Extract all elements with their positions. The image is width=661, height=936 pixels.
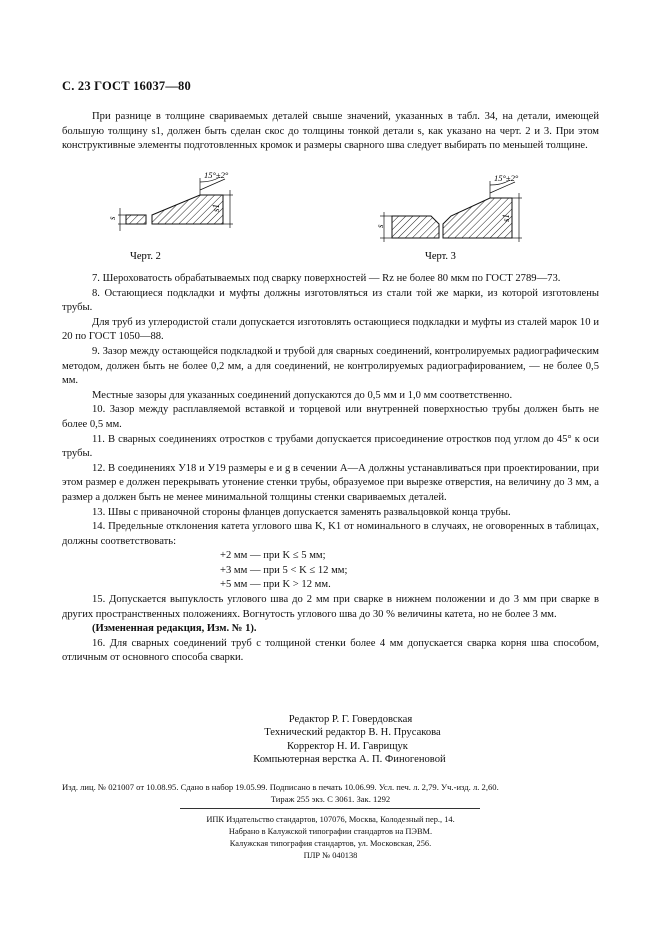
imprint-line: Тираж 255 экз. С 3061. Зак. 1292 xyxy=(270,794,391,804)
fig3-angle-label: 15°±2° xyxy=(494,173,519,183)
divider xyxy=(180,808,480,809)
clause-9: 9. Зазор между остающейся подкладкой и трубой для сварных соединений, контролируемых радиографическим методом, должен быть не более 0,2 мм, а для соединений, не контролируемых радиографированием, — не более 0,5 мм. xyxy=(62,345,599,387)
fig2-thick-label: s1 xyxy=(211,203,221,212)
revision-note: (Измененная редакция, Изм. № 1). xyxy=(92,623,257,635)
fig2-thin-label: s xyxy=(107,216,117,220)
clauses-block xyxy=(62,272,599,666)
publisher-line: Калужская типография стандартов, ул. Московская, 256. xyxy=(229,839,432,848)
publisher-line: Набрано в Калужской типографии стандартов на ПЭВМ. xyxy=(228,827,433,836)
figure-2-drawing xyxy=(107,170,233,231)
clause-8: 8. Остающиеся подкладки и муфты должны изготовляться из стали той же марки, из которой изготовлены трубы. xyxy=(62,287,599,314)
fig3-thin-label: s xyxy=(375,224,385,228)
fig3-thick-label: s1 xyxy=(501,213,511,222)
credits xyxy=(0,713,661,766)
imprint xyxy=(62,781,599,805)
fig2-angle-label: 15°±2° xyxy=(204,170,229,180)
publisher-line: ИПК Издательство стандартов, 107076, Москва, Колодезный пер., 14. xyxy=(206,815,455,824)
clause-10: 10. Зазор между расплавляемой вставкой и торцевой или внутренней поверхностью трубы должен быть не более 0,5 мм. xyxy=(62,404,599,430)
formula-line: +3 мм — при 5 < K ≤ 12 мм; xyxy=(220,564,348,576)
credit-layout: Компьютерная верстка А. П. Финогеновой xyxy=(253,753,446,765)
clause-15: 15. Допускается выпуклость углового шва до 2 мм при сварке в нижнем положении и до 3 мм при сварке в других пространственных положениях. Вогнутость углового шва до 30 % величины катета, но не более 3 мм. xyxy=(62,594,599,620)
weld-drawings xyxy=(100,168,600,268)
clause-14: 14. Предельные отклонения катета углового шва K, K1 от номинального в случаях, не оговоренных в таблицах, должны соответствовать: xyxy=(62,521,599,547)
clause-11: 11. В сварных соединениях отростков с трубами допускается присоединение отростков под углом до 45° к оси трубы. xyxy=(62,433,599,460)
credit-corrector: Корректор Н. И. Гаврищук xyxy=(287,740,408,752)
figures xyxy=(100,168,600,268)
figure-3-caption: Черт. 3 xyxy=(425,251,456,262)
thin-plate xyxy=(392,216,439,238)
formula-line: +2 мм — при K ≤ 5 мм; xyxy=(220,550,326,562)
credit-editor: Редактор Р. Г. Говердовская xyxy=(288,714,413,725)
publisher-line: ПЛР № 040138 xyxy=(303,851,358,860)
intro-paragraph: При разнице в толщине свариваемых деталей свыше значений, указанных в табл. 34, на детали, имеющей большую толщину s1, должен быть сделан скос до толщины тонкой детали s, как указано на черт. 2 и 3. При этом конструктивные элементы подготовленных кромок и размеры сварного шва следует выбирать по меньшей толщине. xyxy=(62,111,599,152)
figure-2-caption: Черт. 2 xyxy=(130,251,161,262)
intro-block xyxy=(62,110,599,154)
clause-13: 13. Швы с приваночной стороны фланцев допускается заменять развальцовкой конца трубы. xyxy=(92,506,511,518)
thin-plate xyxy=(126,215,146,224)
figure-3-drawing xyxy=(375,173,522,242)
imprint-line: Изд. лиц. № 021007 от 10.08.95. Сдано в набор 19.05.99. Подписано в печать 10.06.99. Усл. печ. л. 2,79. Уч.-изд. л. 2,60. xyxy=(62,782,499,792)
clause-16: 16. Для сварных соединений труб с толщиной стенки более 4 мм допускается сварка корня шва способом, отличным от основного способа сварки. xyxy=(62,637,599,664)
clause-9-note: Местные зазоры для указанных соединений допускаются до 0,5 мм и 1,0 мм соответственно. xyxy=(92,389,513,401)
clause-8-note: Для труб из углеродистой стали допускается изготовлять остающиеся подкладки и муфты из сталей марок 10 и 20 по ГОСТ 1050—88. xyxy=(62,316,599,343)
credit-tech-editor: Технический редактор В. Н. Прусакова xyxy=(264,727,441,739)
clause-7: 7. Шероховатость обрабатываемых под сварку поверхностей — Rz не более 80 мкм по ГОСТ 2789—73. xyxy=(92,273,561,284)
page-header: С. 23 ГОСТ 16037—80 xyxy=(62,79,191,93)
clause-12: 12. В соединениях У18 и У19 размеры e и g в сечении А—А должны устанавливаться при проектировании, при этом размер e должен перекрывать утонение стенки трубы, образуемое при вырезке отверстия, на величину до 3 мм, а размер a должен быть не менее минимальной толщины стенки свариваемых деталей. xyxy=(62,462,599,503)
publisher-info xyxy=(0,814,661,862)
formula-line: +5 мм — при K > 12 мм. xyxy=(220,579,331,591)
